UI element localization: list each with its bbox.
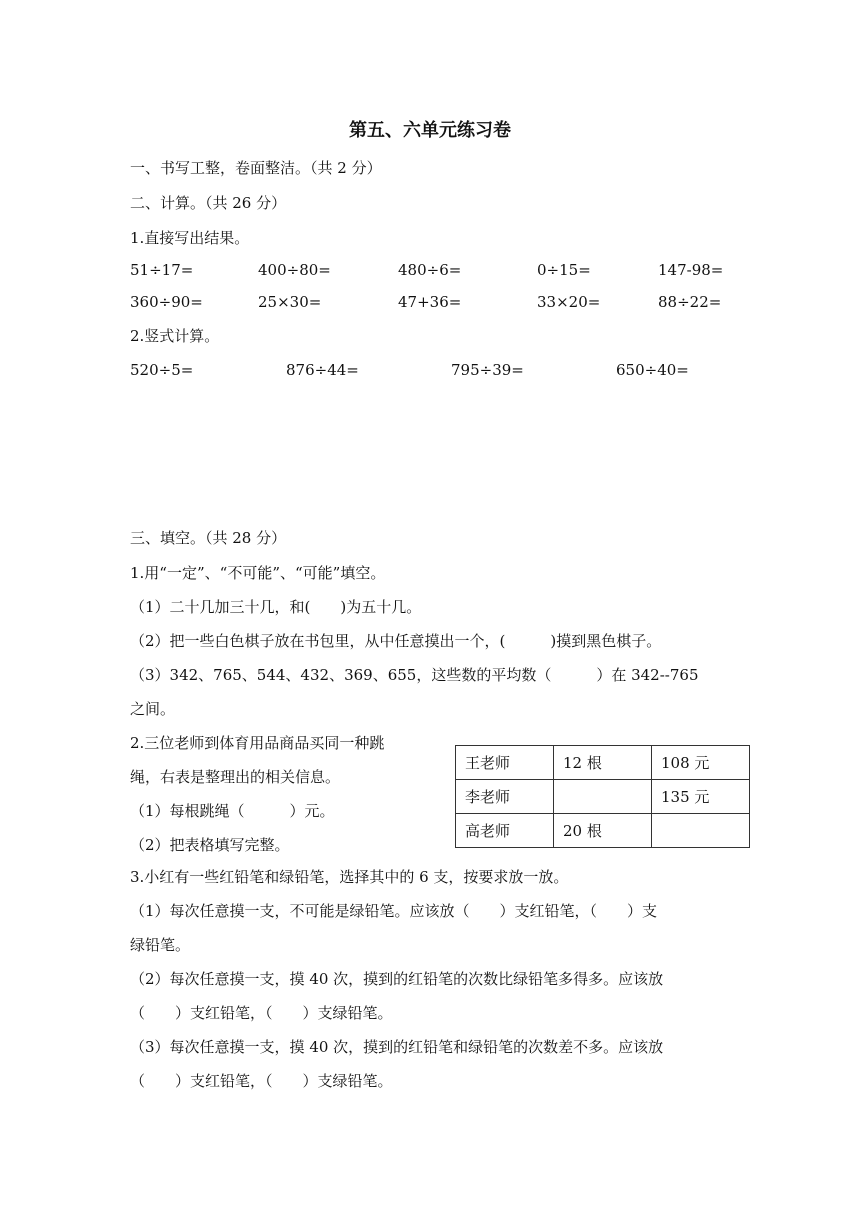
- table-cell: 高老师: [456, 814, 554, 848]
- question-3-1-3: （3）342、765、544、432、369、655，这些数的平均数（ ）在 342--765: [130, 666, 699, 684]
- direct-calc-item: 400÷80=: [258, 261, 331, 279]
- question-3-3-3-cont: （ ）支红铅笔，（ ）支绿铅笔。: [130, 1072, 393, 1090]
- table-cell: 王老师: [456, 746, 554, 780]
- table-cell: 12 根: [554, 746, 652, 780]
- question-3-1-2: （2）把一些白色棋子放在书包里，从中任意摸出一个，( )摸到黑色棋子。: [130, 632, 662, 650]
- section-2-heading: 二、计算。（共 26 分）: [130, 194, 287, 212]
- table-cell: 108 元: [652, 746, 750, 780]
- table-row: [456, 814, 750, 848]
- direct-calc-item: 25×30=: [258, 293, 322, 311]
- question-3-1-3-cont: 之间。: [130, 700, 176, 718]
- question-3-3: 3.小红有一些红铅笔和绿铅笔，选择其中的 6 支，按要求放一放。: [130, 868, 569, 886]
- table-row: [456, 746, 750, 780]
- question-3-1: 1.用“一定”、“不可能”、“可能”填空。: [130, 564, 386, 582]
- table-cell: 135 元: [652, 780, 750, 814]
- vertical-calc-item: 876÷44=: [286, 361, 359, 379]
- question-3-1-1: （1）二十几加三十几，和( )为五十几。: [130, 598, 422, 616]
- table-row: [456, 780, 750, 814]
- vertical-calc-item: 650÷40=: [616, 361, 689, 379]
- question-2-2: 2.竖式计算。: [130, 327, 220, 345]
- direct-calc-item: 51÷17=: [130, 261, 194, 279]
- section-1-heading: 一、书写工整，卷面整洁。（共 2 分）: [130, 159, 382, 177]
- table-cell: [652, 814, 750, 848]
- direct-calc-item: 47+36=: [398, 293, 462, 311]
- direct-calc-item: 360÷90=: [130, 293, 203, 311]
- question-3-3-2-cont: （ ）支红铅笔，（ ）支绿铅笔。: [130, 1004, 393, 1022]
- question-3-3-2: （2）每次任意摸一支，摸 40 次，摸到的红铅笔的次数比绿铅笔多得多。应该放: [130, 970, 664, 988]
- direct-calc-item: 33×20=: [537, 293, 601, 311]
- direct-calc-item: 147-98=: [658, 261, 724, 279]
- vertical-calc-item: 795÷39=: [451, 361, 524, 379]
- table-cell: 20 根: [554, 814, 652, 848]
- question-3-3-3: （3）每次任意摸一支，摸 40 次，摸到的红铅笔和绿铅笔的次数差不多。应该放: [130, 1038, 664, 1056]
- question-3-2-2: （2）把表格填写完整。: [130, 836, 290, 854]
- question-2-1: 1.直接写出结果。: [130, 229, 250, 247]
- question-3-2-1: （1）每根跳绳（ ）元。: [130, 802, 335, 820]
- direct-calc-item: 0÷15=: [537, 261, 591, 279]
- vertical-calc-item: 520÷5=: [130, 361, 194, 379]
- page-title: 第五、六单元练习卷: [349, 120, 511, 141]
- table-cell: [554, 780, 652, 814]
- question-3-3-1: （1）每次任意摸一支，不可能是绿铅笔。应该放（ ）支红铅笔，（ ）支: [130, 902, 658, 920]
- section-3-heading: 三、填空。（共 28 分）: [130, 529, 287, 547]
- direct-calc-item: 88÷22=: [658, 293, 722, 311]
- question-3-2-cont: 绳，右表是整理出的相关信息。: [130, 768, 341, 786]
- teacher-rope-table: [455, 745, 750, 848]
- question-3-3-1-cont: 绿铅笔。: [130, 936, 191, 954]
- question-3-2: 2.三位老师到体育用品商品买同一种跳: [130, 734, 385, 752]
- table-cell: 李老师: [456, 780, 554, 814]
- direct-calc-item: 480÷6=: [398, 261, 462, 279]
